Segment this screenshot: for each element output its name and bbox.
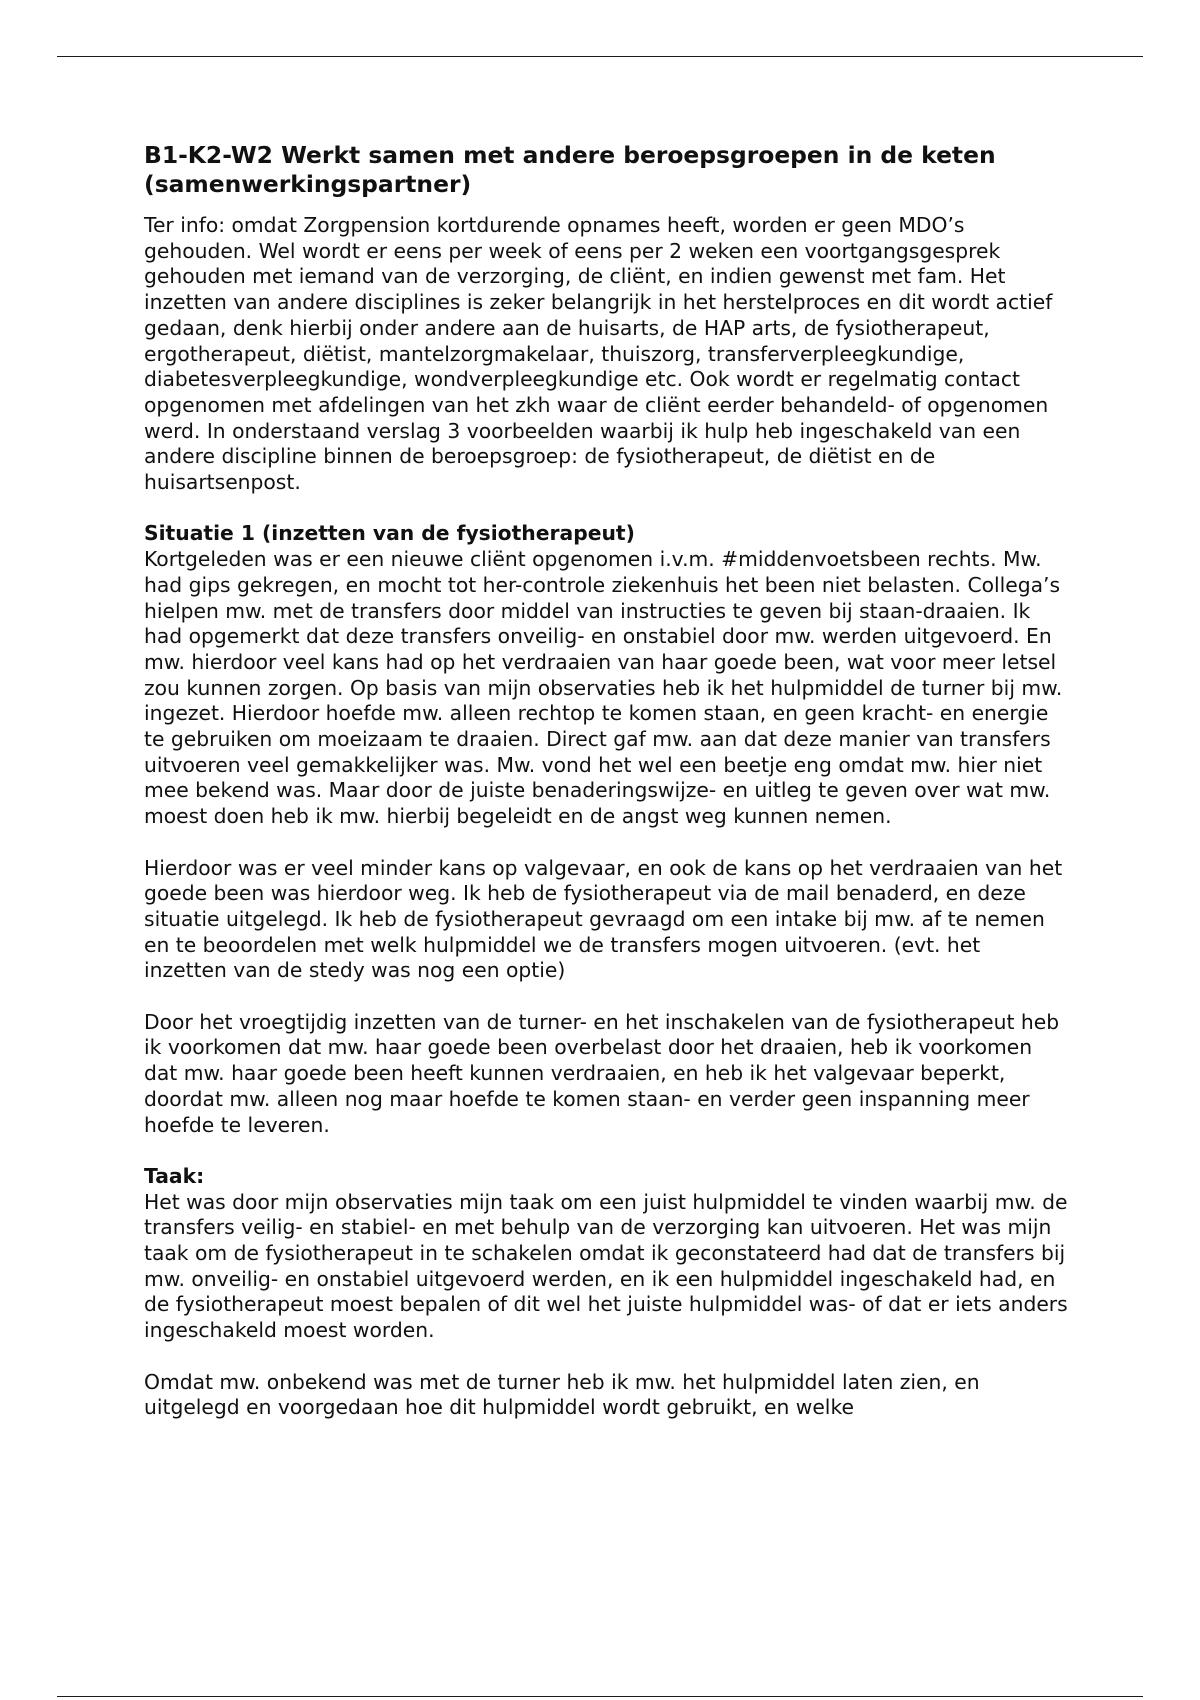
header-rule — [57, 56, 1143, 57]
document-title: B1-K2-W2 Werkt samen met andere beroepsgroepen in de keten (samenwerkingspartner) — [144, 141, 996, 198]
situation-paragraph-2: Hierdoor was er veel minder kans op valgevaar, en ook de kans op het verdraaien van het goede been was hierdoor weg. Ik heb de fysiotherapeut via de mail benaderd, en deze situatie uitgelegd. Ik heb de fysiotherapeut gevraagd om een intake bij mw. af te nemen en te beoordelen met welk hulpmiddel we de transfers mogen uitvoeren. (evt. het inzetten van de stedy was nog een optie) — [144, 855, 1063, 983]
task-paragraph-1: Het was door mijn observaties mijn taak om een juist hulpmiddel te vinden waarbij mw. de transfers veilig- en stabiel- en met behulp van de verzorging kan uitvoeren. Het was mijn taak om de fysiotherapeut in te schakelen omdat ik geconstateerd had dat de transfers bij mw. onveilig- en onstabiel uitgevoerd werden, en ik een hulpmiddel ingeschakeld had, en de fysiotherapeut moest bepalen of dit wel het juiste hulpmiddel was- of dat er iets anders ingeschakeld moest worden. — [144, 1189, 1068, 1343]
task-heading: Taak: — [144, 1163, 205, 1188]
situation-paragraph-3: Door het vroegtijdig inzetten van de turner- en het inschakelen van de fysiotherapeut heb ik voorkomen dat mw. haar goede been overbelast door het draaien, heb ik voorkomen dat mw. haar goede been heeft kunnen verdraaien, en heb ik het valgevaar beperkt, doordat mw. alleen nog maar hoefde te komen staan- en verder geen inspanning meer hoefde te leveren. — [144, 1009, 1060, 1137]
situation-paragraph-1: Kortgeleden was er een nieuwe cliënt opgenomen i.v.m. #middenvoetsbeen rechts. Mw. had gips gekregen, en mocht tot her-controle ziekenhuis het been niet belasten. Collega’s hielpen mw. met de transfers door middel van instructies te geven bij staan-draaien. Ik had opgemerkt dat deze transfers onveilig- en onstabiel door mw. werden uitgevoerd. En mw. hierdoor veel kans had op het verdraaien van haar goede been, wat voor meer letsel zou kunnen zorgen. Op basis van mijn observaties heb ik het hulpmiddel de turner bij mw. ingezet. Hierdoor hoefde mw. alleen rechtop te komen staan, en geen kracht- en energie te gebruiken om moeizaam te draaien. Direct gaf mw. aan dat deze manier van transfers uitvoeren veel gemakkelijker was. Mw. vond het wel een beetje eng omdat mw. hier niet mee bekend was. Maar door de juiste benaderingswijze- en uitleg te geven over wat mw. moest doen heb ik mw. hierbij begeleidt en de angst weg kunnen nemen. — [144, 547, 1063, 829]
footer-rule — [57, 1696, 1143, 1697]
task-paragraph-2: Omdat mw. onbekend was met de turner heb ik mw. het hulpmiddel laten zien, en uitgelegd en voorgedaan hoe dit hulpmiddel wordt gebruikt, en welke — [144, 1369, 980, 1420]
situation-heading: Situatie 1 (inzetten van de fysiotherapeut) — [144, 521, 635, 546]
intro-paragraph: Ter info: omdat Zorgpension kortdurende opnames heeft, worden er geen MDO’s gehouden. Wel wordt er eens per week of eens per 2 weken een voortgangsgesprek gehouden met iemand van de verzorging, de cliënt, en indien gewenst met fam. Het inzetten van andere disciplines is zeker belangrijk in het herstelproces en dit wordt actief gedaan, denk hierbij onder andere aan de huisarts, de HAP arts, de fysiotherapeut, ergotherapeut, diëtist, mantelzorgmakelaar, thuiszorg, transferverpleegkundige, diabetesverpleegkundige, wondverpleegkundige etc. Ook wordt er regelmatig contact opgenomen met afdelingen van het zkh waar de cliënt eerder behandeld- of opgenomen werd. In onderstaand verslag 3 voorbeelden waarbij ik hulp heb ingeschakeld van een andere discipline binnen de beroepsgroep: de fysiotherapeut, de diëtist en de huisartsenpost. — [144, 213, 1053, 495]
document-body — [144, 141, 1069, 1421]
